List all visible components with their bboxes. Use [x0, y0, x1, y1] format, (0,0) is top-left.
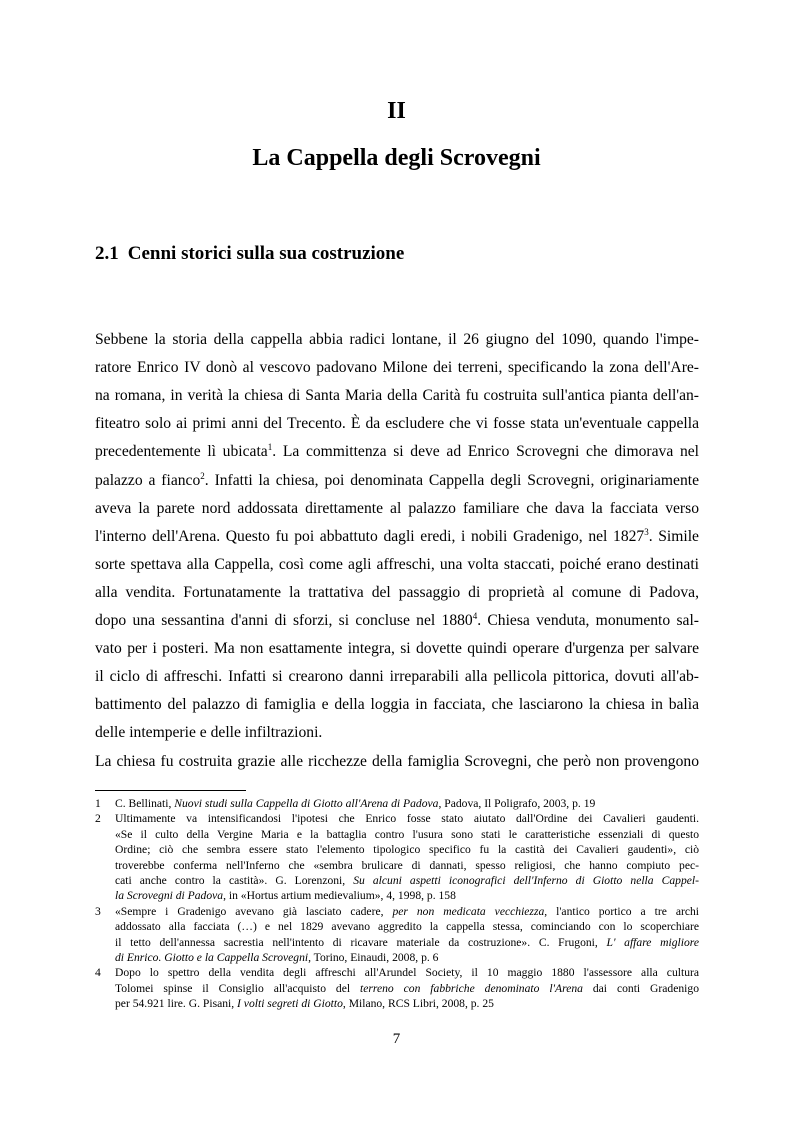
footnote-separator: [95, 790, 246, 791]
section-heading: [95, 242, 404, 266]
footnote-line: la Scrovegni di Padova, in «Hortus artium medievalium», 4, 1998, p. 158: [115, 889, 456, 903]
footnote-line: di Enrico. Giotto e la Cappella Scrovegni, Torino, Einaudi, 2008, p. 6: [115, 951, 439, 964]
page-number: 7: [392, 1031, 401, 1047]
paragraph-line: palazzo a fianco$^2$. Infatti la chiesa, poi denominata Cappella degli Scrovegni, originariamente: [95, 470, 699, 489]
footnote-line: Dopo lo spettro della vendita degli affreschi all'Arundel Society, il 10 maggio 1880 l'assessore alla cultura: [115, 966, 699, 980]
paragraph-line: ratore Enrico IV donò al vescovo padovano Milone dei terreni, specificando la zona dell'Are-: [95, 359, 699, 377]
footnote-line: C. Bellinati, Nuovi studi sulla Cappella di Giotto all'Arena di Padova, Padova, Il Poligrafo, 2003, p. 19: [115, 797, 596, 810]
section-title: Cenni storici sulla sua costruzione: [127, 243, 405, 264]
paragraph-line: battimento del palazzo di famiglia e della loggia in facciata, che lasciarono la chiesa in balìa: [95, 696, 699, 714]
footnote-ref[interactable]: 1: [267, 442, 273, 453]
paragraph-line: Sebbene la storia della cappella abbia radici lontane, il 26 giugno del 1090, quando l'impe-: [95, 331, 699, 348]
paragraph-line: alla vendita. Fortunatamente la trattativa del passaggio di proprietà al comune di Padova,: [95, 583, 699, 601]
footnote-number: 4: [95, 966, 101, 980]
paragraph-line: precedentemente lì ubicata$^1$. La committenza si deve ad Enrico Scrovegni che dimorava nel: [95, 442, 699, 461]
footnote-line: Ordine; ciò che sembra essere stato l'elemento tipologico specifico fu la castità dei Cavalieri gaudenti», ciò: [115, 843, 699, 857]
footnote-line: Ultimamente va intensificandosi l'ipotesi che Enrico fosse stato aiutato dall'Ordine dei Cavalieri gaudenti.: [115, 812, 699, 826]
footnote-line: Tolomei spinse il Consiglio all'acquisto del terreno con fabbriche denominato l'Arena dai conti Gradenigo: [115, 981, 699, 995]
paragraph-line: La chiesa fu costruita grazie alle ricchezze della famiglia Scrovegni, che però non provengono: [95, 752, 699, 770]
paragraph-line: l'interno dell'Arena. Questo fu poi abbattuto dagli eredi, i nobili Gradenigo, nel 1827$^3$. Simile: [95, 526, 699, 545]
paragraph-line: dopo una sessantina d'anni di sforzi, si concluse nel 1880$^4$. Chiesa venduta, monumento sal-: [95, 611, 699, 629]
chapter-title: La Cappella degli Scrovegni: [252, 145, 541, 171]
chapter-number: II: [387, 98, 406, 124]
footnote-line: addossato alla facciata (…) e nel 1829 avevano aggredito la cappella stessa, cominciando con lo scoperchiare: [115, 920, 699, 934]
footnote-ref[interactable]: 2: [200, 470, 205, 481]
paragraph-line: aveva la parete nord addossata direttamente al palazzo familiare che dava la facciata verso: [95, 499, 699, 517]
paragraph-line: delle intemperie e delle infiltrazioni.: [95, 724, 323, 742]
footnote-number: 2: [95, 812, 101, 826]
footnote-line: il tetto dell'annessa sacrestia nell'intento di ricavare materiale da costruzione». C. Frugoni, L' affare migliore: [115, 935, 699, 949]
footnote-ref[interactable]: 3: [644, 526, 649, 537]
footnote-line: «Se il culto della Vergine Maria e la battaglia contro l'usura sono stati le caratteristiche essenziali di questo: [115, 827, 699, 841]
paragraph-line: fiteatro solo ai primi anni del Trecento. È da escludere che vi fosse stata un'eventuale cappella: [95, 415, 699, 433]
footnote-line: troverebbe conferma nell'Inferno che «sembra brulicare di dannati, spesso religiosi, che hanno compiuto pec-: [115, 858, 699, 872]
footnote-number: 1: [95, 797, 101, 810]
paragraph-line: vato per i posteri. Ma non esattamente integra, si dovette quindi operare d'urgenza per salvare: [95, 640, 699, 658]
paragraph-line: sorte spettava alla Cappella, così come agli affreschi, una volta staccati, poiché erano destinati: [95, 555, 699, 573]
footnote-line: cati anche contro la castità». G. Lorenzoni, Su alcuni aspetti iconografici dell'Inferno di Giotto nella Cappel-: [115, 874, 699, 887]
footnote-ref[interactable]: 4: [472, 611, 478, 621]
footnote-line: per 54.921 lire. G. Pisani, I volti segreti di Giotto, Milano, RCS Libri, 2008, p. 25: [115, 997, 494, 1011]
footnote-line: «Sempre i Gradenigo avevano già lasciato cadere, per non medicata vecchiezza, l'antico portico a tre archi: [115, 904, 699, 918]
footnote-number: 3: [95, 904, 101, 918]
section-number: 2.1: [95, 243, 119, 264]
paragraph-line: il ciclo di affreschi. Infatti si crearono danni irreparabili alla pellicola pittorica, dovuti all'ab-: [95, 668, 699, 686]
paragraph-line: na romana, in verità la chiesa di Santa Maria della Carità fu costruita sull'antica pianta dell'an-: [95, 387, 699, 405]
